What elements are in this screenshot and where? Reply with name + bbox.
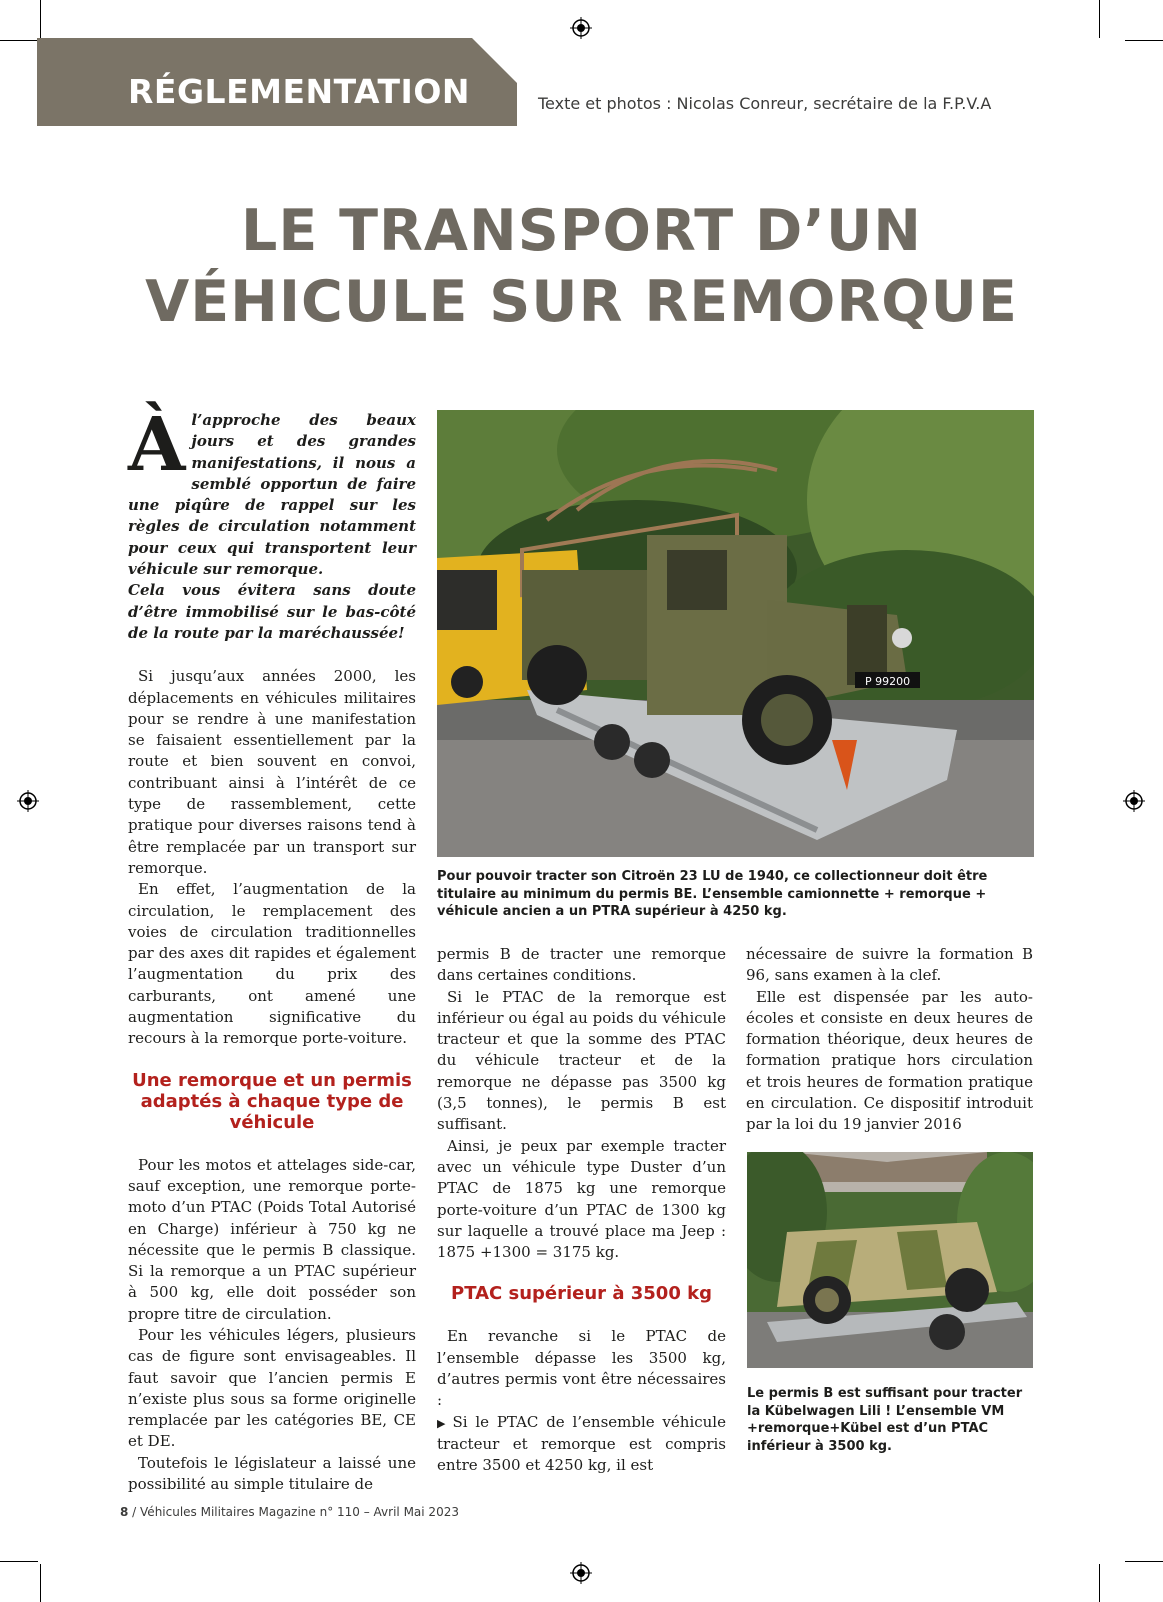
photo-citroen-truck [437, 410, 1034, 857]
page-number: 8 [120, 1505, 129, 1519]
crop-mark [1099, 1564, 1100, 1602]
registration-mark-icon [570, 1562, 592, 1584]
lead-text-2: Cela vous évitera sans doute d’être immobilisé sur le bas-côté de la route par la maréchaussée! [128, 581, 416, 642]
truck-on-trailer-illustration [437, 410, 1034, 857]
subheading: PTAC supérieur à 3500 kg [451, 1283, 712, 1305]
crop-mark [0, 1561, 38, 1562]
body-paragraph: En effet, l’augmentation de la circulation, le remplacement des voies de circulation traditionnelles par des axes dit rapides et également l’augmentation du prix des carburants, ont amené une augmentation significative du recours à la remorque porte-voiture. [128, 880, 416, 1048]
bullet-paragraph [437, 1412, 726, 1477]
kubelwagen-on-trailer-illustration [747, 1152, 1033, 1368]
body-paragraph: permis B de tracter une remorque dans certaines conditions. [437, 945, 726, 985]
registration-mark-icon [17, 790, 39, 812]
body-paragraph: Pour les motos et attelages side-car, sauf exception, une remorque porte-moto d’un PTAC (Poids Total Autorisé en Charge) inférieur à 750 kg ne nécessite que le permis B classique. Si la remorque a un PTAC supérieur à 500 kg, elle doit posséder son propre titre de circulation. [128, 1155, 416, 1323]
lead-text: l’approche des beaux jours et des grandes manifestations, il nous a semblé opportun de faire une piqûre de rappel sur les règles de circulation notamment pour ceux qui transportent leur véhicule sur remorque. [128, 411, 416, 579]
body-paragraph: Elle est dispensée par les auto-écoles et consiste en deux heures de formation théorique, deux heures de formation pratique hors circulation et trois heures de formation pratique en circulation. Ce dispositif introduit par la loi du 19 janvier 2016 [746, 987, 1033, 1134]
crop-mark [40, 0, 41, 38]
license-plate: P 99200 [865, 675, 911, 688]
lead-paragraph [128, 402, 416, 644]
body-paragraph: Si le PTAC de la remorque est inférieur ou égal au poids du véhicule tracteur et que la somme des PTAC du véhicule tracteur et de la remorque ne dépasse pas 3500 kg (3,5 tonnes), le permis B est suffisant. [437, 987, 726, 1134]
crop-mark [1125, 40, 1163, 41]
body-paragraph: Ainsi, je peux par exemple tracter avec un véhicule type Duster d’un PTAC de 1875 kg une remorque porte-voiture d’un PTAC de 1300 kg sur laquelle a trouvé place ma Jeep : 1875 +1300 = 3175 kg. [437, 1136, 726, 1262]
article-title [60, 196, 1103, 338]
body-paragraph: Pour les véhicules légers, plusieurs cas de figure sont envisageables. Il faut savoir que l’ancien permis E n’existe plus sous sa forme originelle remplacée par les catégories BE, CE et DE. [128, 1325, 416, 1451]
body-paragraph: Toutefois le législateur a laissé une possibilité au simple titulaire de [128, 1453, 416, 1494]
crop-mark [1125, 1561, 1163, 1562]
column-1 [128, 402, 416, 1495]
registration-mark-icon [570, 17, 592, 39]
body-paragraph: En revanche si le PTAC de l’ensemble dépasse les 3500 kg, d’autres permis vont être nécessaires : [437, 1327, 726, 1410]
drop-cap: À [128, 402, 186, 488]
subheading: Une remorque et un permis adaptés à chaque type de véhicule [132, 1069, 412, 1133]
body-paragraph: nécessaire de suivre la formation B 96, sans examen à la clef. [746, 945, 1033, 985]
bullet-triangle-icon: ▶ [437, 1416, 449, 1430]
crop-mark [1099, 0, 1100, 38]
photo-2-caption: Le permis B est suffisant pour tracter la Kübelwagen Lili ! L’ensemble VM +remorque+Kübel est d’un PTAC inférieur à 3500 kg. [747, 1386, 1023, 1454]
registration-mark-icon [1123, 790, 1145, 812]
article-title-line-1: LE TRANSPORT D’UN [241, 198, 922, 264]
column-3 [746, 944, 1033, 1136]
author-credit: Texte et photos : Nicolas Conreur, secrétaire de la F.P.V.A [538, 94, 992, 113]
section-label: RÉGLEMENTATION [128, 72, 470, 111]
bullet-text: Si le PTAC de l’ensemble véhicule tracteur et remorque est compris entre 3500 et 4250 kg, il est [437, 1412, 726, 1475]
photo-kubelwagen [747, 1152, 1033, 1368]
article-title-line-2: VÉHICULE SUR REMORQUE [145, 269, 1018, 335]
crop-mark [0, 40, 38, 41]
crop-mark [40, 1564, 41, 1602]
footer-text: / Véhicules Militaires Magazine n° 110 – Avril Mai 2023 [128, 1505, 459, 1519]
photo-1-caption: Pour pouvoir tracter son Citroën 23 LU de 1940, ce collectionneur doit être titulaire au minimum du permis BE. L’ensemble camionnette + remorque + véhicule ancien a un PTRA supérieur à 4250 kg. [437, 869, 988, 919]
body-paragraph: Si jusqu’aux années 2000, les déplacements en véhicules militaires pour se rendre à une manifestation se faisaient essentiellement par la route et bien souvent en convoi, contribuant ainsi à l’intérêt de ce type de rassemblement, cette pratique pour diverses raisons tend à être remplacée par un transport sur remorque. [128, 667, 416, 877]
column-2 [437, 944, 726, 1477]
page-footer [120, 1505, 620, 1519]
